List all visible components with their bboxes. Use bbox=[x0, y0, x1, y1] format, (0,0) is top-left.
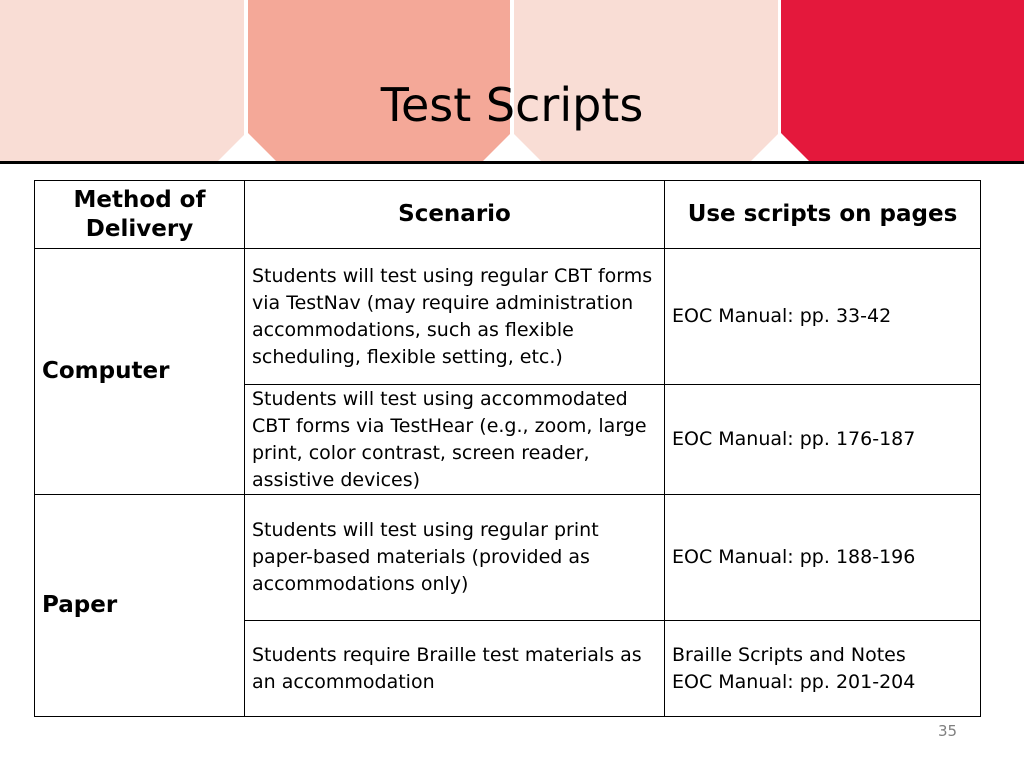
pages-line: Braille Scripts and Notes bbox=[672, 643, 906, 666]
method-cell-paper bbox=[35, 495, 245, 717]
header-divider bbox=[0, 161, 1024, 164]
pages-cell: EOC Manual: pp. 188-196 bbox=[665, 495, 981, 621]
page-number: 35 bbox=[938, 722, 958, 740]
table-header-row bbox=[35, 181, 981, 249]
scenario-cell: Students require Braille test materials as an accommodation bbox=[245, 621, 665, 717]
table-row bbox=[35, 249, 981, 385]
pages-cell bbox=[665, 621, 981, 717]
pages-line: EOC Manual: pp. 201-204 bbox=[672, 670, 916, 693]
banner-notch bbox=[482, 132, 542, 162]
header-scenario: Scenario bbox=[245, 181, 665, 249]
method-cell-computer bbox=[35, 249, 245, 495]
slide-title: Test Scripts bbox=[380, 78, 644, 132]
method-label: Computer bbox=[42, 357, 170, 384]
scripts-table bbox=[34, 180, 981, 717]
header-pages: Use scripts on pages bbox=[665, 181, 981, 249]
banner-notch bbox=[750, 132, 810, 162]
scenario-cell: Students will test using regular print paper-based materials (provided as accommodations only) bbox=[245, 495, 665, 621]
method-label: Paper bbox=[42, 591, 118, 618]
table-row bbox=[35, 495, 981, 621]
scenario-cell: Students will test using regular CBT forms via TestNav (may require administration accommodations, such as flexible scheduling, flexible setting, etc.) bbox=[245, 249, 665, 385]
banner-notch bbox=[217, 132, 277, 162]
pages-cell: EOC Manual: pp. 33-42 bbox=[665, 249, 981, 385]
pages-cell: EOC Manual: pp. 176-187 bbox=[665, 385, 981, 495]
header-banner bbox=[0, 0, 1024, 164]
scenario-cell: Students will test using accommodated CBT forms via TestHear (e.g., zoom, large print, color contrast, screen reader, assistive devices) bbox=[245, 385, 665, 495]
header-method: Method of Delivery bbox=[35, 181, 245, 249]
